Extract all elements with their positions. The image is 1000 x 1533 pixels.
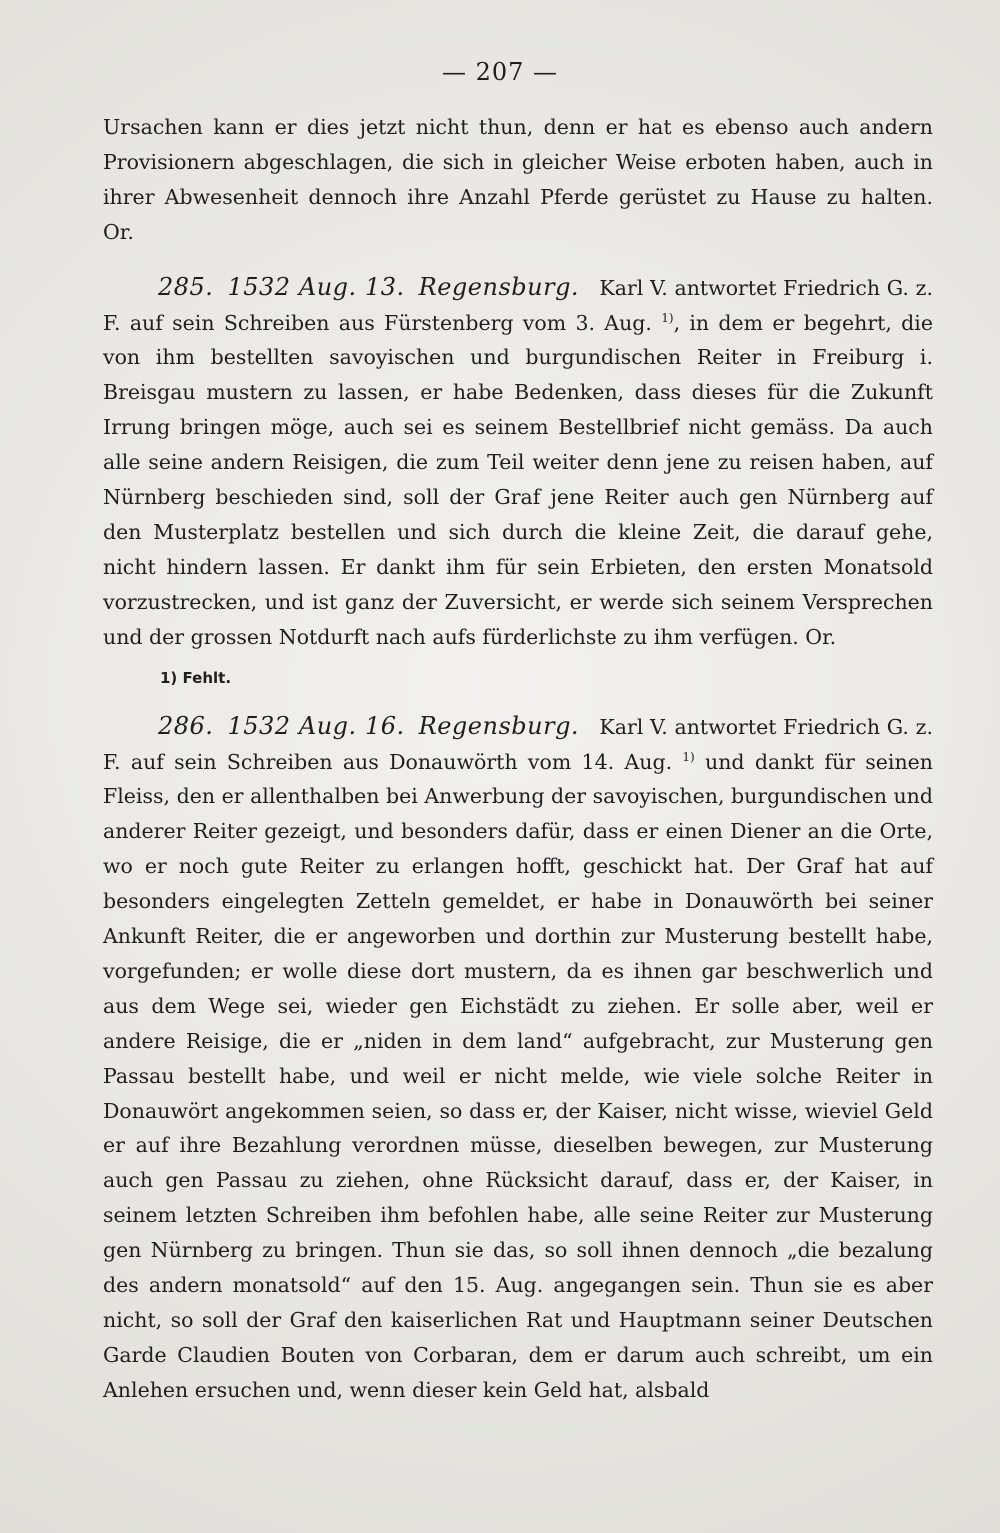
entry-text-before-note: Karl V. antwortet Friedrich G. z. F. auf sein Schreiben aus Fürstenberg vom 3. Aug. — [103, 275, 933, 335]
footnote: 1) Fehlt. — [160, 668, 232, 687]
entry-text-after-note: und dankt für seinen Fleiss, den er allenthalben bei Anwerbung der savoyischen, burgundischen und anderer Reiter gezeigt, und besonders dafür, dass er einen Diener an die Orte, wo er noch gute Reiter zu erlangen hofft, geschickt hat. Der Graf hat auf besonders eingelegten Zetteln gemeldet, er habe in Donauwörth bei seiner Ankunft Reiter, die er angeworben und dorthin zur Musterung bestellt habe, vorgefunden; er wolle diese dort mustern, da es ihnen gar beschwerlich und aus dem Wege sei, wieder gen Eichstädt zu ziehen. Er solle aber, weil er andere Reisige, die er „niden in dem land“ aufgebracht, zur Musterung gen Passau bestellt habe, und weil er nicht melde, wie viele solche Reiter in Donauwört angekommen seien, so dass er, der Kaiser, nicht wisse, wieviel Geld er auf ihre Bezahlung verordnen müsse, dieselben bewegen, zur Musterung auch gen Passau zu ziehen, ohne Rücksicht darauf, dass er, der Kaiser, in seinem letzten Schreiben ihm befohlen habe, alle seine Reiter zur Musterung gen Nürnberg zu bringen. Thun sie das, so soll ihnen dennoch „die bezalung des andern monatsold“ auf den 15. Aug. angegangen sein. Thun sie es aber nicht, so soll der Graf den kaiserlichen Rat und Hauptmann seiner Deutschen Garde Claudien Bouten von Corbaran, dem er darum auch schreibt, um ein Anlehen ersuchen und, wenn dieser kein Geld hat, alsbald — [103, 749, 933, 1402]
entry-number: 285. — [158, 272, 214, 301]
entry-286 — [103, 709, 933, 1408]
footnote-ref: 1) — [682, 749, 695, 764]
entry-number: 286. — [158, 711, 214, 740]
entry-date: 1532 Aug. 13. — [227, 272, 405, 301]
entry-place: Regensburg. — [418, 272, 580, 301]
entry-place: Regensburg. — [418, 711, 580, 740]
footnote-ref: 1) — [661, 310, 674, 325]
entry-date: 1532 Aug. 16. — [227, 711, 405, 740]
entry-285 — [103, 270, 933, 655]
entry-text-after-note: , in dem er begehrt, die von ihm bestellten savoyischen und burgundischen Reiter in Freiburg i. Breisgau mustern zu lassen, er habe Bedenken, dass dieses für die Zukunft Irrung bringen möge, auch sei es seinem Bestellbrief nicht gemäss. Da auch alle seine andern Reisigen, die zum Teil weiter denn jene zu reisen haben, auf Nürnberg beschieden sind, soll der Graf jene Reiter auch gen Nürnberg auf den Musterplatz bestellen und sich durch die kleine Zeit, die darauf gehe, nicht hindern lassen. Er dankt ihm für sein Erbieten, den ersten Monatsold vorzustrecken, und ist ganz der Zuversicht, er werde sich seinem Versprechen und der grossen Notdurft nach aufs fürderlichste zu ihm verfügen. Or. — [103, 310, 933, 649]
entry-heading — [158, 712, 599, 740]
page-number: — 207 — — [441, 58, 559, 86]
entry-heading — [158, 273, 599, 301]
entry-text-before-note: Karl V. antwortet Friedrich G. z. F. auf sein Schreiben aus Donauwörth vom 14. Aug. — [103, 714, 933, 774]
page-body — [103, 110, 933, 1408]
intro-paragraph: Ursachen kann er dies jetzt nicht thun, denn er hat es ebenso auch andern Provisionern abgeschlagen, die sich in gleicher Weise erboten haben, auch in ihrer Abwesenheit dennoch ihre Anzahl Pferde gerüstet zu Hause zu halten. Or. — [103, 115, 933, 244]
